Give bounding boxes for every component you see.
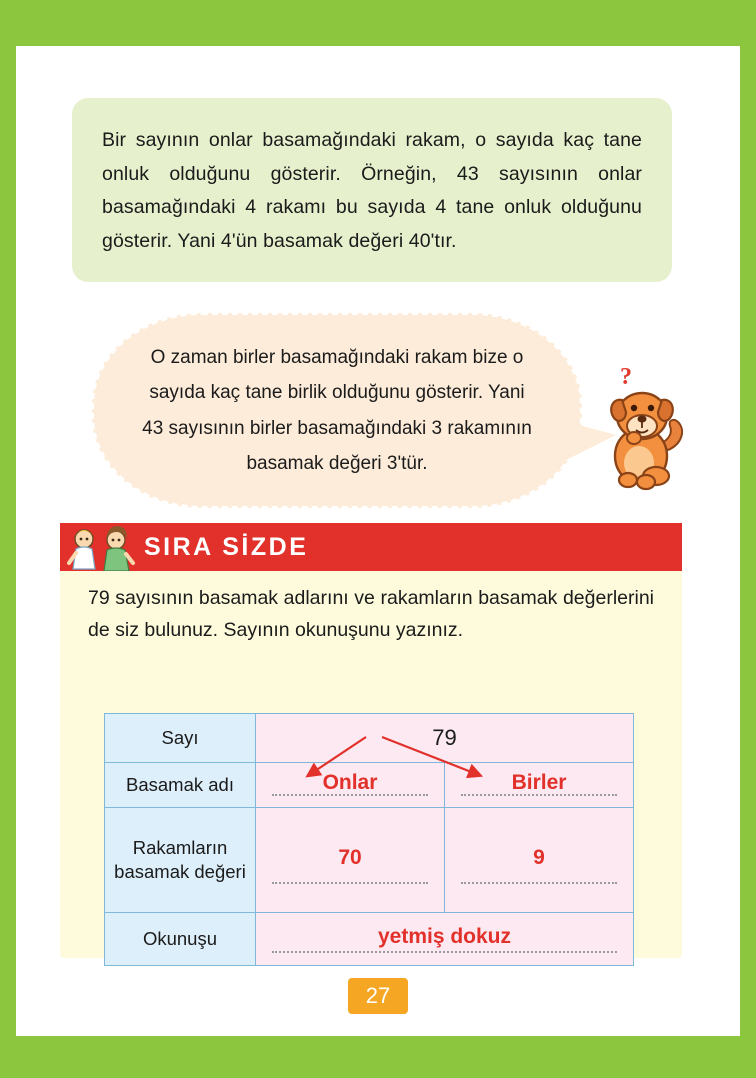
write-line	[461, 882, 617, 884]
question-mark-icon: ?	[620, 364, 632, 390]
page-number-holder	[16, 978, 740, 1014]
number-79: 79	[432, 725, 457, 750]
page-border-right	[740, 0, 756, 1078]
answer-9: 9	[533, 846, 545, 869]
sira-sizde-panel	[60, 523, 682, 958]
page-border-bottom	[0, 1036, 756, 1078]
table-row-reading	[105, 913, 634, 966]
answer-birler: Birler	[511, 771, 567, 794]
write-line	[272, 882, 428, 884]
answer-70: 70	[338, 846, 362, 869]
speech-bubble	[92, 313, 582, 508]
cell-place-tens[interactable]	[256, 763, 445, 808]
page-border-top	[0, 0, 756, 46]
sira-sizde-instruction: 79 sayısının basamak adlarını ve rakamların basamak değerlerini de siz bulunuz. Sayının okunuşunu yazınız.	[88, 587, 654, 641]
row-label-sayi: Sayı	[105, 714, 256, 763]
write-line	[272, 951, 617, 953]
sira-sizde-header	[60, 523, 682, 571]
speech-bubble-body	[92, 313, 582, 508]
speech-bubble-text: O zaman birler basamağındaki rakam bize o sayıda kaç tane birlik olduğunu gösterir. Yani 43 sayısının birler basamağındaki 3 rakamının basamak değeri 3'tür.	[142, 347, 532, 474]
cell-place-ones[interactable]	[445, 763, 634, 808]
info-box	[72, 98, 672, 282]
row-label-basamak-adi: Basamak adı	[105, 763, 256, 808]
answer-onlar: Onlar	[322, 771, 378, 794]
table-row-place-value	[105, 808, 634, 913]
table-row-number	[105, 714, 634, 763]
place-value-table	[104, 713, 634, 966]
info-box-text: Bir sayının onlar basamağındaki rakam, o sayıda kaç tane onluk olduğunu gösterir. Örneğin, 43 sayısının onlar basamağındaki 4 rakamı bu sayıda 4 tane onluk olduğunu gösterir. Yani 4'ün basamak değeri 40'tır.	[102, 129, 642, 252]
cell-value-tens[interactable]	[256, 808, 445, 913]
sira-sizde-title: SIRA SİZDE	[144, 532, 309, 561]
cell-value-ones[interactable]	[445, 808, 634, 913]
row-label-okunusu: Okunuşu	[105, 913, 256, 966]
cell-number-value[interactable]	[256, 714, 634, 763]
kids-illustration-icon	[60, 523, 144, 571]
page-number: 27	[348, 978, 408, 1014]
dog-illustration	[594, 364, 690, 499]
page-border-left	[0, 0, 16, 1078]
dog-character-icon	[594, 364, 690, 499]
page-content	[16, 46, 740, 1036]
answer-yetmis-dokuz: yetmiş dokuz	[377, 925, 512, 948]
cell-reading[interactable]	[256, 913, 634, 966]
table-row-place-name	[105, 763, 634, 808]
row-label-basamak-degeri: Rakamların basamak değeri	[105, 808, 256, 913]
